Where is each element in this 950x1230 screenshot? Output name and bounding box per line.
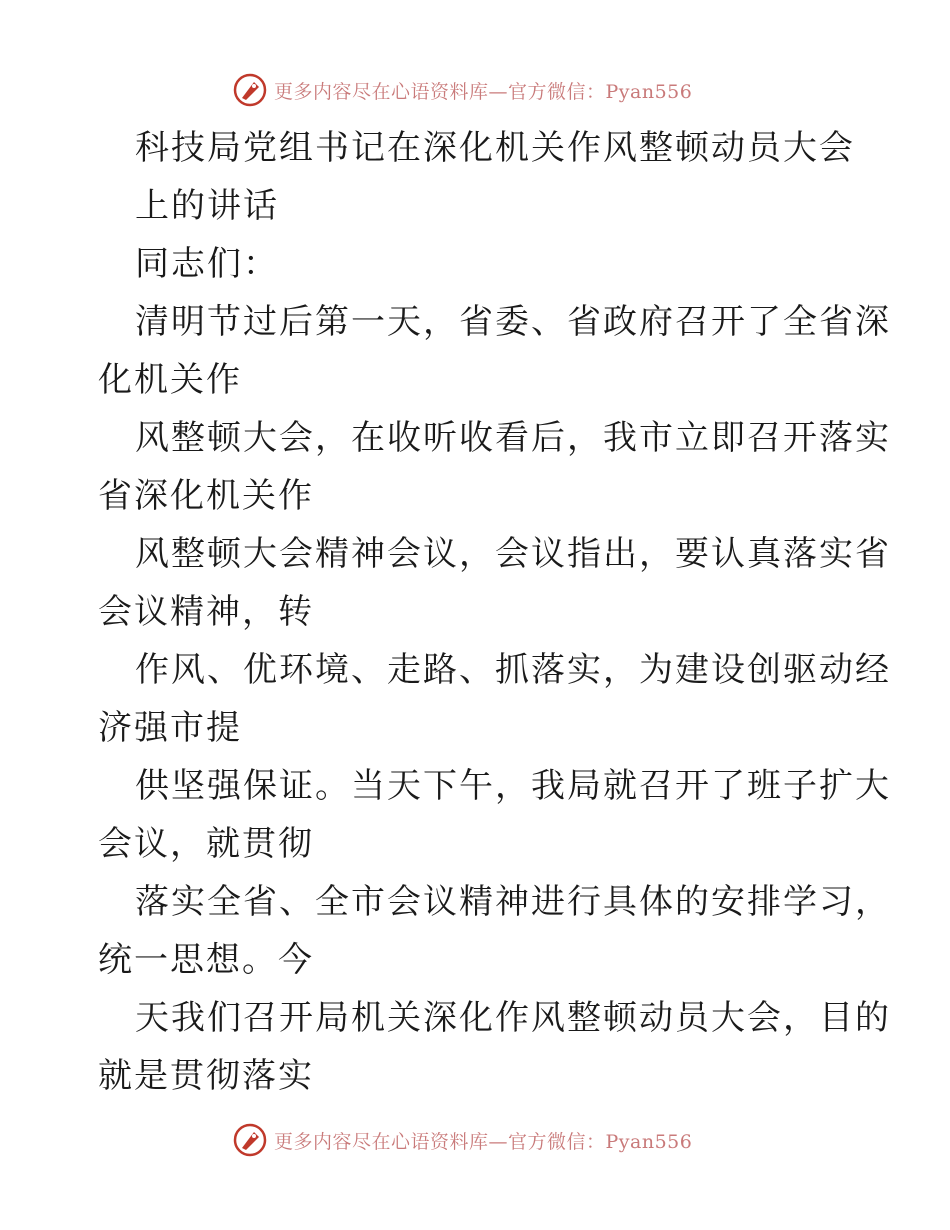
text-line: 清明节过后第一天，省委、省政府召开了全省深	[135, 302, 891, 342]
text-line: 供坚强保证。当天下午，我局就召开了班子扩大	[135, 766, 891, 806]
header-banner	[232, 70, 692, 110]
text-line: 省深化机关作	[98, 476, 314, 516]
text-line: 风整顿大会，在收听收看后，我市立即召开落实	[135, 418, 891, 458]
text-line: 统一思想。今	[98, 940, 314, 980]
text-line: 作风、优环境、走路、抓落实，为建设创驱动经	[135, 650, 891, 690]
text-line: 会议精神，转	[98, 592, 314, 632]
banner-text: 更多内容尽在心语资料库—官方微信：Pyan556	[274, 80, 693, 103]
text-line: 落实全省、全市会议精神进行具体的安排学习，	[135, 882, 891, 922]
salutation: 同志们：	[135, 244, 279, 284]
title-line-1: 科技局党组书记在深化机关作风整顿动员大会	[135, 128, 855, 168]
text-line: 济强市提	[98, 708, 242, 748]
text-line: 风整顿大会精神会议，会议指出，要认真落实省	[135, 534, 891, 574]
banner-text: 更多内容尽在心语资料库—官方微信：Pyan556	[274, 1130, 693, 1153]
title-line-2: 上的讲话	[135, 186, 279, 226]
text-line: 天我们召开局机关深化作风整顿动员大会，目的	[135, 998, 891, 1038]
footer-banner	[232, 1120, 692, 1160]
text-line: 会议，就贯彻	[98, 824, 314, 864]
pen-nib-logo-icon	[232, 72, 268, 108]
pen-nib-logo-icon	[232, 1122, 268, 1158]
text-line: 就是贯彻落实	[98, 1056, 314, 1096]
text-line: 化机关作	[98, 360, 242, 400]
